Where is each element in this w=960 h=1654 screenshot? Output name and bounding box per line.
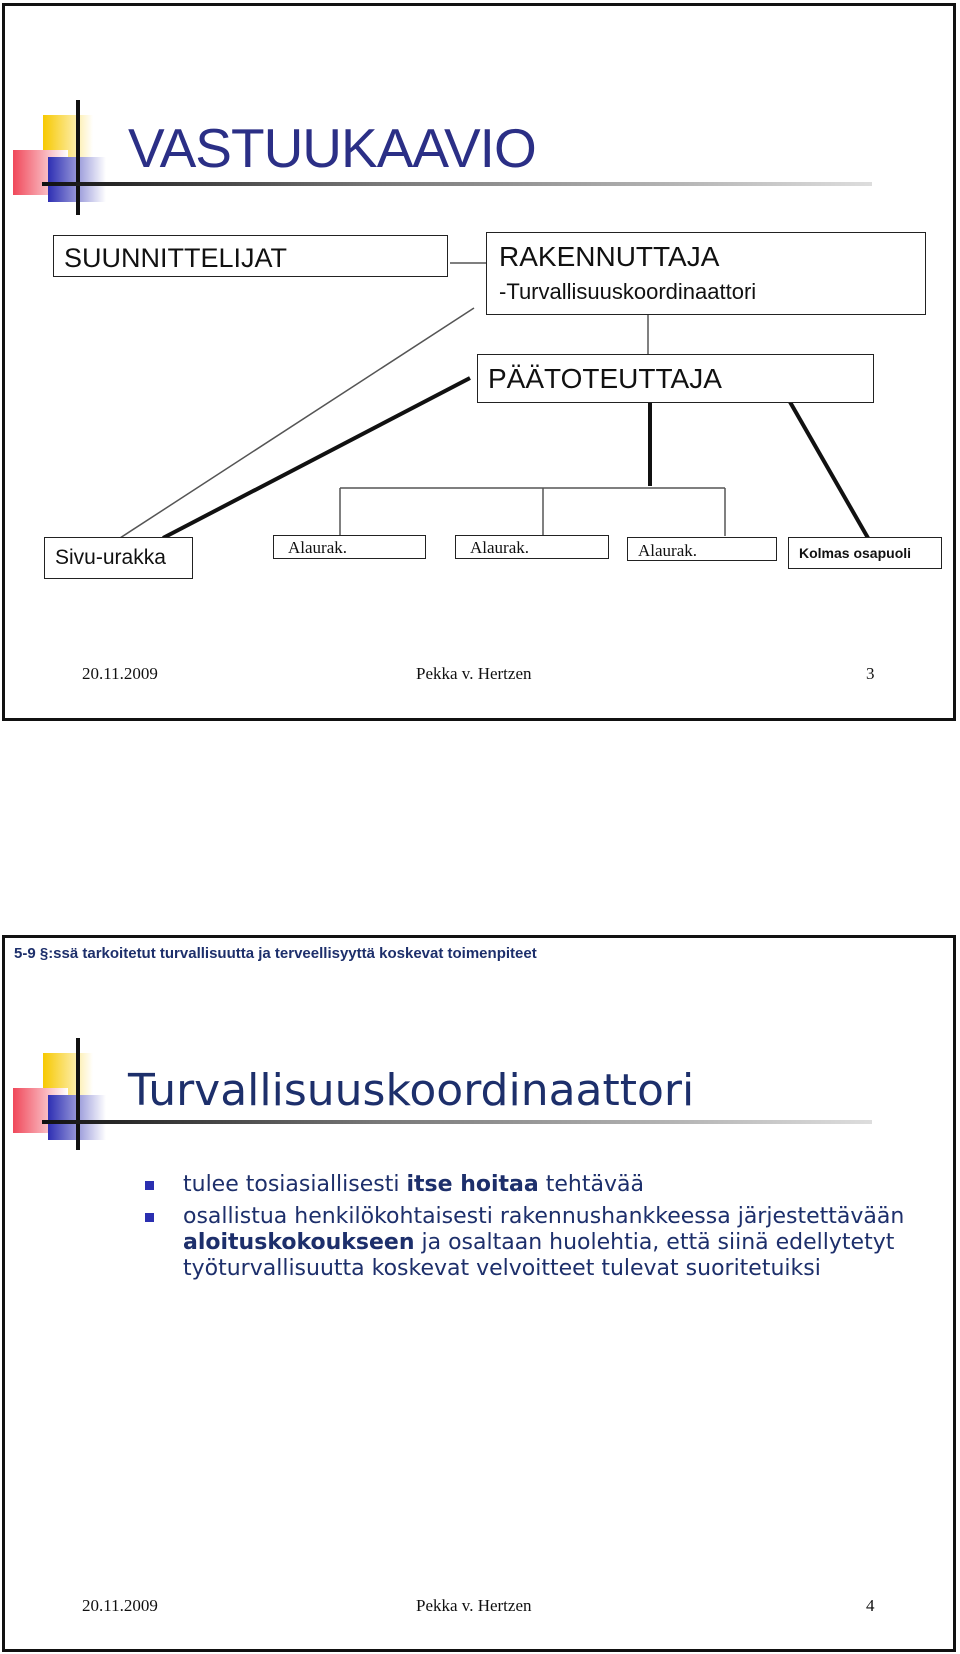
alaurak-label-3: Alaurak.: [638, 541, 698, 560]
bullet-text-bold: itse hoitaa: [406, 1172, 539, 1197]
sivu-urakka-label: Sivu-urakka: [55, 546, 166, 569]
kolmas-osapuoli-label: Kolmas osapuoli: [799, 545, 912, 561]
alaurak-box-3: [627, 537, 777, 561]
alaurak-box-1: [273, 535, 426, 559]
bullet-text-pre: tulee tosiasiallisesti: [183, 1172, 407, 1197]
rakennuttaja-sublabel: -Turvallisuuskoordinaattori: [499, 279, 757, 304]
paatoteuttaja-box: [477, 354, 874, 403]
list-item: [145, 1172, 905, 1198]
rakennuttaja-label: RAKENNUTTAJA: [499, 241, 720, 272]
bullet-text-post: tehtävää: [538, 1172, 644, 1197]
paatoteuttaja-label: PÄÄTOTEUTTAJA: [488, 363, 722, 394]
bullet-list: [145, 1172, 905, 1288]
bullet-text-bold: aloituskokoukseen: [183, 1230, 415, 1255]
alaurak-label-1: Alaurak.: [288, 538, 348, 557]
alaurak-label-2: Alaurak.: [470, 538, 530, 557]
bullet-square-icon: [145, 1213, 154, 1222]
list-item: [145, 1204, 905, 1282]
suunnittelijat-box: [53, 235, 448, 277]
footer-author: Pekka v. Hertzen: [416, 664, 532, 683]
bullet-text-pre: osallistua henkilökohtaisesti rakennushankkeessa järjestettävään: [183, 1204, 905, 1229]
footer-date: 20.11.2009: [82, 664, 158, 683]
sivu-urakka-box: [44, 537, 193, 579]
alaurak-box-2: [455, 535, 609, 559]
suunnittelijat-label: SUUNNITTELIJAT: [64, 243, 288, 273]
slide-subheading: 5-9 §:ssä tarkoitetut turvallisuutta ja terveellisyyttä koskevat toimenpiteet: [14, 945, 537, 962]
bullet-text-post: ja osaltaan huolehtia, että siinä edellytetyt työturvallisuutta koskevat velvoitteet tulevat suoritetuiksi: [183, 1230, 895, 1281]
footer-author: Pekka v. Hertzen: [416, 1596, 532, 1615]
slide-title: Turvallisuuskoordinaattori: [128, 1065, 695, 1116]
kolmas-osapuoli-box: [788, 537, 942, 569]
footer-page-number: 3: [866, 664, 875, 683]
rakennuttaja-box: [486, 232, 926, 315]
slide-4: [2, 935, 956, 1652]
footer-page-number: 4: [866, 1596, 875, 1615]
footer-date: 20.11.2009: [82, 1596, 158, 1615]
slide-title: VASTUUKAAVIO: [128, 117, 536, 179]
bullet-square-icon: [145, 1181, 154, 1190]
